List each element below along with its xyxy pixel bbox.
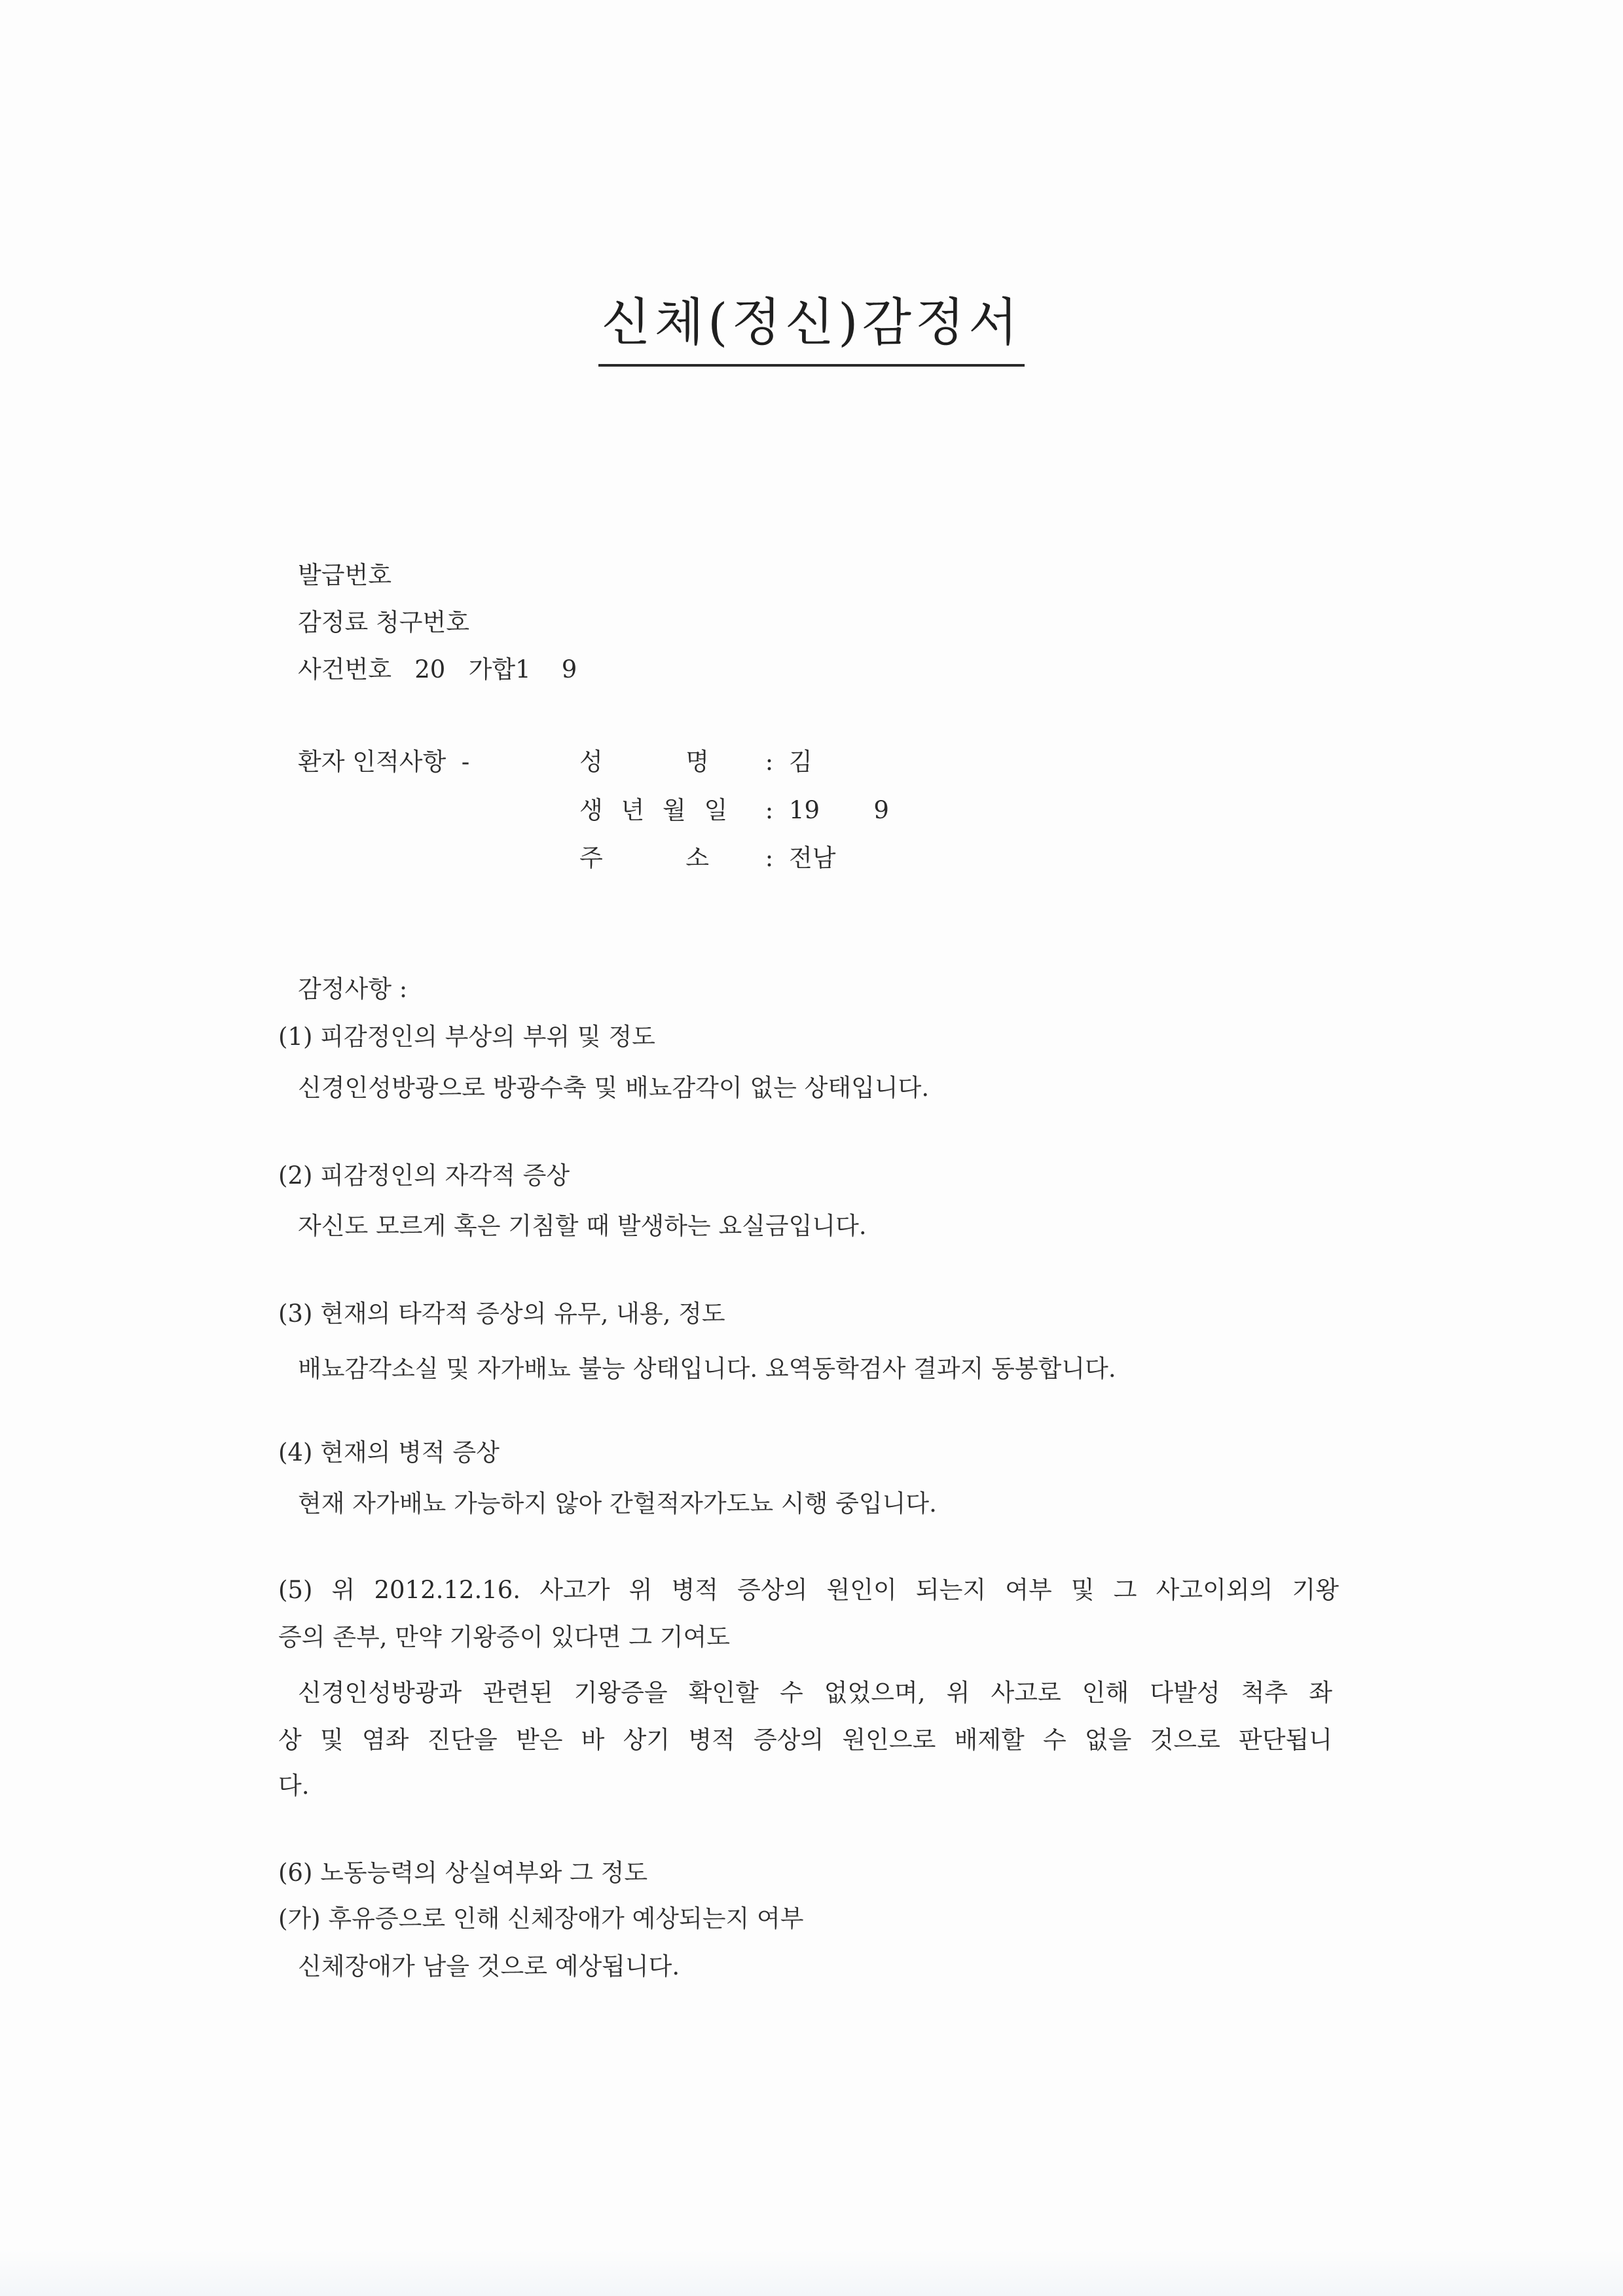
section-6-heading: (6) 노동능력의 상실여부와 그 정도: [278, 1859, 648, 1887]
case-number-label: 사건번호: [298, 655, 392, 683]
section-1-heading: (1) 피감정인의 부상의 부위 및 정도: [278, 1023, 655, 1051]
section-6-subheading: (가) 후유증으로 인해 신체장애가 예상되는지 여부: [278, 1904, 804, 1933]
section-5-heading-line-1: (5) 위 2012.12.16. 사고가 위 병적 증상의 원인이 되는지 여부 및 그 사고이외의 기왕: [278, 1576, 1339, 1604]
section-2-heading: (2) 피감정인의 자각적 증상: [278, 1161, 570, 1190]
section-4-heading: (4) 현재의 병적 증상: [278, 1438, 500, 1467]
sections-heading: 감정사항 :: [298, 975, 408, 1003]
section-2-body: 자신도 모르게 혹은 기침할 때 발생하는 요실금입니다.: [298, 1212, 867, 1240]
patient-name-row: [579, 742, 812, 777]
patient-name-key: 성 명: [579, 748, 715, 776]
section-4-body: 현재 자가배뇨 가능하지 않아 간헐적자가도뇨 시행 중입니다.: [298, 1489, 937, 1518]
page-bottom-edge: [0, 2250, 1623, 2296]
section-5-body-line-1: 신경인성방광과 관련된 기왕증을 확인할 수 없었으며, 위 사고로 인해 다발성 척추 좌: [298, 1679, 1332, 1707]
patient-info-label: 환자 인적사항 -: [298, 748, 470, 776]
section-5-heading-line-2: 증의 존부, 만약 기왕증이 있다면 그 기여도: [278, 1623, 730, 1651]
issue-number-label: 발급번호: [298, 561, 392, 589]
section-5-body-line-3: 다.: [278, 1772, 310, 1800]
patient-name-value: 김: [789, 748, 812, 776]
patient-name-colon: :: [765, 748, 774, 776]
section-3-heading: (3) 현재의 타각적 증상의 유무, 내용, 정도: [278, 1300, 725, 1328]
page-title: [0, 282, 1623, 367]
patient-dob-row: [579, 790, 889, 826]
case-number-value: 20 가합1 9: [414, 655, 577, 683]
section-5-body-line-2: 상 및 염좌 진단을 받은 바 상기 병적 증상의 원인으로 배제할 수 없을 것으로 판단됩니: [278, 1726, 1332, 1754]
section-1-body: 신경인성방광으로 방광수축 및 배뇨감각이 없는 상태입니다.: [298, 1074, 930, 1102]
fee-claim-number-label: 감정료 청구번호: [298, 608, 469, 636]
patient-address-key: 주 소: [579, 844, 715, 872]
patient-address-value: 전남: [789, 844, 836, 872]
section-3-body: 배뇨감각소실 및 자가배뇨 불능 상태입니다. 요역동학검사 결과지 동봉합니다.: [298, 1355, 1116, 1383]
patient-dob-colon: :: [765, 796, 774, 824]
patient-address-colon: :: [765, 844, 774, 872]
page-title-text: 신체(정신)감정서: [598, 282, 1024, 367]
patient-dob-value: 19 9: [789, 796, 889, 824]
patient-dob-key: 생 년 월 일: [579, 796, 733, 824]
patient-address-row: [579, 838, 835, 873]
case-number-row: [298, 649, 577, 685]
section-6-body: 신체장애가 남을 것으로 예상됩니다.: [298, 1952, 680, 1980]
